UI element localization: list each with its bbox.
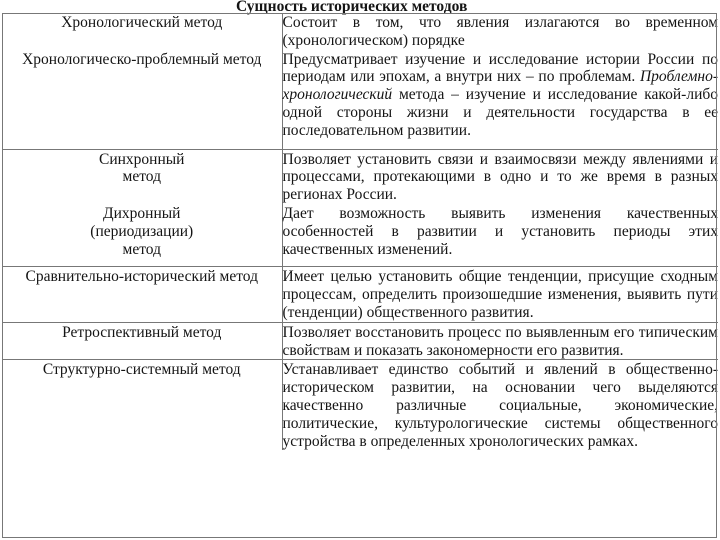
method-description-cell (282, 322, 718, 360)
table-row (2, 50, 718, 149)
method-name: Структурно-системный метод (42, 361, 241, 379)
method-name-cell (2, 13, 282, 50)
method-description: Дает возможность выявить изменения качественных особенностей в развитии и установить периоды этих качественных изменений. (282, 204, 718, 258)
method-description: Имеет целью установить общие тенденции, присущие сходным процессам, определить произошедшие изменения, выявить пути (тенденции) общественного развития. (282, 268, 718, 321)
method-name-cell (2, 322, 282, 360)
method-description-part: метода – изучение и исследование какой-либо одной стороны жизни и деятельности государства в ее последовательном развитии. (282, 86, 718, 139)
method-name: Сравнительно-исторический метод (25, 268, 258, 286)
table-row (2, 149, 718, 204)
method-description: Состоит в том, что явления излагаются во временном (хронологическом) порядке (282, 14, 718, 49)
method-name: Хронологическо-проблемный метод (22, 50, 262, 68)
table-row (2, 360, 718, 450)
method-description: Устанавливает единство событий и явлений в общественно-историческом развитии, на основании чего выделяются качественно различные социальные, экономические, политические, культурологические системы общественного устройства в определенных хронологических рамках. (282, 361, 718, 450)
table-row (2, 322, 718, 360)
page-title-text: Сущность исторических методов (236, 0, 468, 15)
method-description (283, 50, 719, 140)
method-description-part: Предусматривает изучение и исследование истории России по периодам или эпохам, а внутри них – по проблемам. (282, 50, 718, 86)
method-description-cell (282, 149, 718, 204)
methods-table (2, 13, 718, 450)
method-description: Позволяет восстановить процесс по выявленным его типическим свойствам и показать закономерности его развития. (282, 323, 718, 359)
method-description-italic: Проблемно-хронологический (282, 68, 718, 104)
method-description-cell (282, 50, 718, 149)
method-name: Синхронный метод (99, 150, 185, 186)
table-row (2, 267, 718, 322)
method-name-cell (2, 360, 282, 450)
method-description-cell (282, 267, 718, 322)
method-description-cell (282, 204, 718, 267)
method-name-cell (2, 149, 282, 204)
method-name-cell (2, 50, 282, 149)
method-name: Ретроспективный метод (62, 323, 222, 341)
table-row (2, 13, 718, 50)
cell-spacer (283, 140, 719, 149)
method-name-cell (2, 204, 282, 267)
method-description-cell (282, 360, 718, 450)
method-description-cell (282, 13, 718, 50)
method-name: Хронологический метод (61, 14, 223, 31)
cell-spacer (283, 258, 719, 266)
method-description: Позволяет установить связи и взаимосвязи между явлениями и процессами, протекающими в одно и то же время в разных регионах России. (282, 150, 718, 204)
method-name-cell (2, 267, 282, 322)
method-name: Дихронный (периодизации) метод (90, 204, 194, 258)
table-row (2, 204, 718, 267)
